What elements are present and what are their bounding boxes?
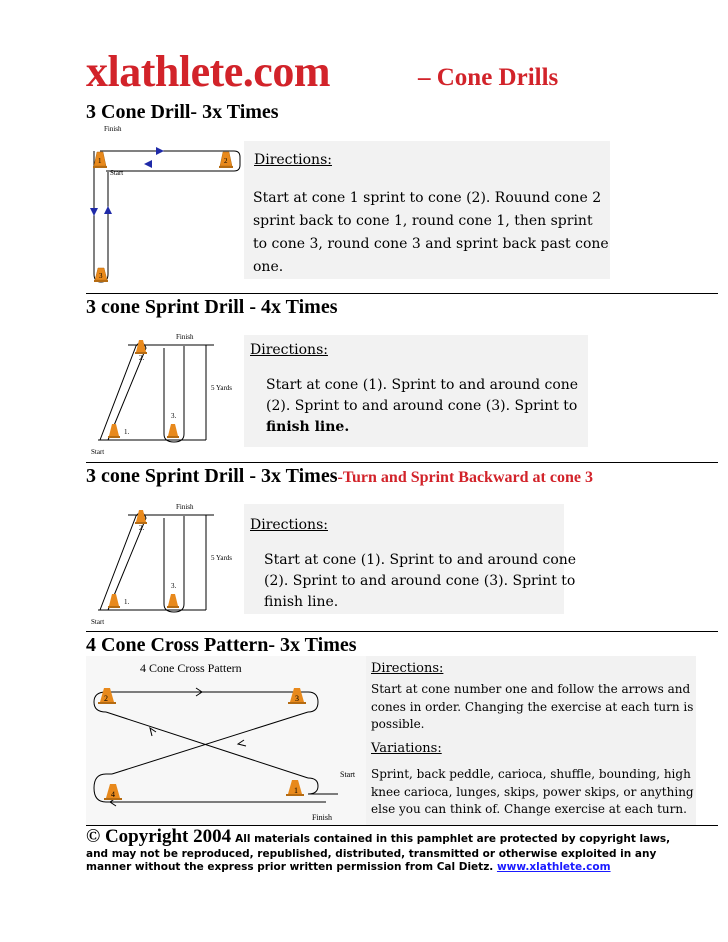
- directions-line: finish line.: [264, 594, 339, 610]
- footer-line-3: [86, 861, 611, 873]
- diagram-label-start: Start: [340, 770, 356, 779]
- arrow-icon: [144, 160, 152, 168]
- sprint-drill-diagram-1: [86, 326, 246, 458]
- directions-line: finish line.: [266, 419, 350, 435]
- directions-line: (2). Sprint to and around cone (3). Sprint to: [264, 573, 576, 589]
- cone-label-3: 3: [99, 272, 103, 280]
- directions-heading-4: Directions:: [371, 661, 444, 676]
- variations-heading: Variations:: [371, 741, 442, 756]
- cone-label-2: 2.: [139, 354, 145, 362]
- cone-label-1: 1.: [124, 598, 130, 606]
- section-divider: [86, 462, 718, 463]
- cone-icon: [108, 424, 120, 438]
- footer-text-1: All materials contained in this pamphlet are protected by copyright laws,: [235, 833, 671, 845]
- arrow-icon: [156, 147, 164, 155]
- diagram-label-start: Start: [91, 448, 105, 456]
- directions-line: Start at cone (1). Sprint to and around cone: [266, 377, 579, 393]
- diagram-title: 4 Cone Cross Pattern: [140, 661, 242, 675]
- cone-label-3: 3.: [171, 412, 177, 420]
- directions-line: to cone 3, round cone 3 and sprint back past cone: [253, 236, 609, 252]
- footer-text-2: and may not be reproduced, republished, distributed, transmitted or otherwise exploited in any: [86, 848, 657, 860]
- arrow-icon: [150, 728, 156, 736]
- site-title: xlathlete.com: [86, 47, 330, 96]
- section-divider: [86, 631, 718, 632]
- directions-heading-1: Directions:: [254, 152, 332, 168]
- cone-label-1: 1.: [124, 428, 130, 436]
- directions-line: Start at cone (1). Sprint to and around cone: [264, 552, 577, 568]
- section-title-3: 3 cone Sprint Drill - 3x Times: [86, 465, 338, 487]
- cone-icon: [167, 594, 179, 608]
- directions-line: (2). Sprint to and around cone (3). Sprint to: [266, 398, 578, 414]
- directions-line: Start at cone number one and follow the arrows and: [371, 682, 691, 696]
- footer-text-3: manner without the express prior written permission from Cal Dietz.: [86, 861, 494, 873]
- cone-label-2: 2: [224, 157, 228, 165]
- cone-label-3: 3: [295, 694, 299, 703]
- section-title-3-row: [86, 465, 593, 488]
- variations-text: [371, 766, 701, 819]
- diagram-label-yards: 5 Yards: [211, 384, 233, 392]
- diagram-label-finish: Finish: [176, 503, 194, 511]
- cone-icon: [108, 594, 120, 608]
- footer-line-1: [86, 826, 726, 848]
- diagram-label-start: Start: [91, 618, 105, 626]
- diagram-label-finish: Finish: [104, 125, 122, 133]
- sprint-drill-diagram-2: [86, 496, 246, 628]
- cone-icon: [167, 424, 179, 438]
- arrow-icon: [90, 208, 98, 216]
- directions-text-3: [264, 550, 584, 613]
- diagram-label-yards: 5 Yards: [211, 554, 233, 562]
- directions-line: one.: [253, 259, 284, 275]
- copyright-label: © Copyright 2004: [86, 826, 232, 847]
- variations-line: else you can think of. Change exercise at each turn.: [371, 802, 687, 816]
- diagram-label-finish: Finish: [312, 813, 333, 822]
- footer-link[interactable]: www.xlathlete.com: [496, 861, 611, 873]
- cone-label-3: 3.: [171, 582, 177, 590]
- cross-pattern-diagram: [86, 656, 366, 826]
- page-subtitle: – Cone Drills: [418, 64, 559, 91]
- section-title-1: 3 Cone Drill- 3x Times: [86, 101, 279, 123]
- arrow-icon: [238, 740, 246, 746]
- variations-line: Sprint, back peddle, carioca, shuffle, bounding, high: [371, 767, 691, 781]
- cone-label-4: 4: [111, 790, 115, 799]
- cone-label-2: 2.: [139, 524, 145, 532]
- three-cone-diagram: [86, 122, 246, 288]
- directions-text-2: [266, 375, 596, 438]
- section-title-3-suffix: -Turn and Sprint Backward at cone 3: [337, 469, 593, 486]
- directions-text-4: [371, 681, 701, 734]
- diagram-label-start: Start: [110, 169, 124, 177]
- section-divider: [86, 293, 718, 294]
- diagram-label-finish: Finish: [176, 333, 194, 341]
- directions-line: sprint back to cone 1, round cone 1, then sprint: [253, 213, 593, 229]
- section-title-2: 3 cone Sprint Drill - 4x Times: [86, 296, 338, 318]
- directions-heading-3: Directions:: [250, 517, 328, 533]
- directions-line: Start at cone 1 sprint to cone (2). Rouund cone 2: [253, 190, 602, 206]
- variations-line: knee carioca, lunges, skips, power skips, or anything: [371, 784, 694, 799]
- arrow-icon: [104, 206, 112, 214]
- cone-label-2: 2: [104, 694, 108, 703]
- section-title-4: 4 Cone Cross Pattern- 3x Times: [86, 634, 357, 656]
- directions-line: cones in order. Changing the exercise at each turn is: [371, 699, 694, 714]
- directions-heading-2: Directions:: [250, 342, 328, 358]
- cone-label-1: 1: [98, 157, 102, 165]
- directions-text-1: [253, 187, 613, 279]
- directions-line: possible.: [371, 717, 425, 731]
- cone-label-1: 1: [294, 786, 298, 795]
